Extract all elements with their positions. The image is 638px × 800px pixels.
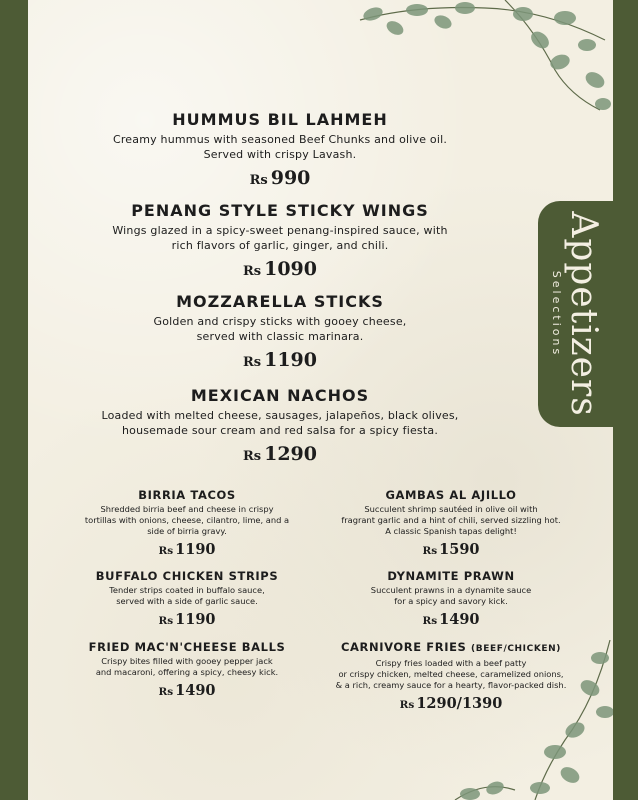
item-price: Rs 990 (249, 167, 311, 189)
item-price: Rs 1290 (242, 443, 317, 465)
menu-item-gambas (326, 488, 576, 560)
item-description: Golden and crispy sticks with gooey cheese, served with classic marinara. (153, 315, 407, 343)
section-tab (538, 201, 613, 427)
item-description: Tender strips coated in buffalo sauce, served with a side of garlic sauce. (109, 585, 265, 606)
item-price: Rs 1190 (158, 541, 216, 558)
item-price: Rs 1190 (242, 349, 317, 371)
item-name: FRIED MAC'N'CHEESE BALLS (88, 640, 286, 654)
menu-item-dynamite-prawn (326, 569, 576, 630)
menu-item-hummus (60, 110, 500, 193)
item-name: PENANG STYLE STICKY WINGS (131, 201, 429, 220)
item-description: Wings glazed in a spicy-sweet penang-inspired sauce, with rich flavors of garlic, ginger, and chili. (112, 224, 448, 252)
item-description: Loaded with melted cheese, sausages, jalapeños, black olives, housemade sour cream and red salsa for a spicy fiesta. (101, 409, 459, 437)
item-price: Rs 1090 (242, 258, 317, 280)
eucalyptus-top-icon (355, 0, 613, 120)
item-name: MEXICAN NACHOS (190, 386, 370, 405)
item-name: GAMBAS AL AJILLO (385, 488, 517, 502)
item-description: Crispy bites filled with gooey pepper jack and macaroni, offering a spicy, cheesy kick. (95, 656, 279, 677)
item-price: Rs 1190 (158, 611, 216, 628)
item-description: Succulent shrimp sautéed in olive oil with fragrant garlic and a hint of chili, served sizzling hot. A classic Spanish tapas delight! (341, 504, 561, 536)
item-name: HUMMUS BIL LAHMEH (172, 110, 388, 129)
item-description: Shredded birria beef and cheese in crispy tortillas with onions, cheese, cilantro, lime, and a side of birria gravy. (84, 504, 290, 536)
menu-item-nachos (60, 386, 500, 469)
item-description: Crispy fries loaded with a beef patty or crispy chicken, melted cheese, caramelized onions, & a rich, creamy sauce for a hearty, flavor-packed dish. (335, 658, 567, 690)
item-name: BUFFALO CHICKEN STRIPS (95, 569, 279, 583)
item-name: MOZZARELLA STICKS (176, 292, 384, 311)
item-price: Rs 1490 (158, 682, 216, 699)
menu-item-birria-tacos (72, 488, 302, 560)
item-description: Creamy hummus with seasoned Beef Chunks and olive oil. Served with crispy Lavash. (112, 133, 448, 161)
menu-item-wings (60, 201, 500, 284)
item-price: Rs 1490 (422, 611, 480, 628)
section-tab-text (549, 211, 603, 416)
item-price: Rs 1290/1390 (399, 695, 503, 712)
item-description: Succulent prawns in a dynamite sauce for a spicy and savory kick. (370, 585, 532, 606)
item-name: CARNIVORE FRIES (BEEF/CHICKEN) (341, 640, 561, 654)
section-title: Appetizers (562, 211, 604, 417)
item-tag: (BEEF/CHICKEN) (471, 644, 561, 654)
menu-item-mozzarella (60, 292, 500, 375)
menu-item-mac-cheese-balls (72, 640, 302, 701)
menu-item-carnivore-fries (326, 640, 576, 714)
menu-item-buffalo-strips (72, 569, 302, 630)
item-name: DYNAMITE PRAWN (387, 569, 515, 583)
section-subtitle: Selections (549, 270, 563, 358)
item-price: Rs 1590 (422, 541, 480, 558)
item-name: BIRRIA TACOS (138, 488, 236, 502)
